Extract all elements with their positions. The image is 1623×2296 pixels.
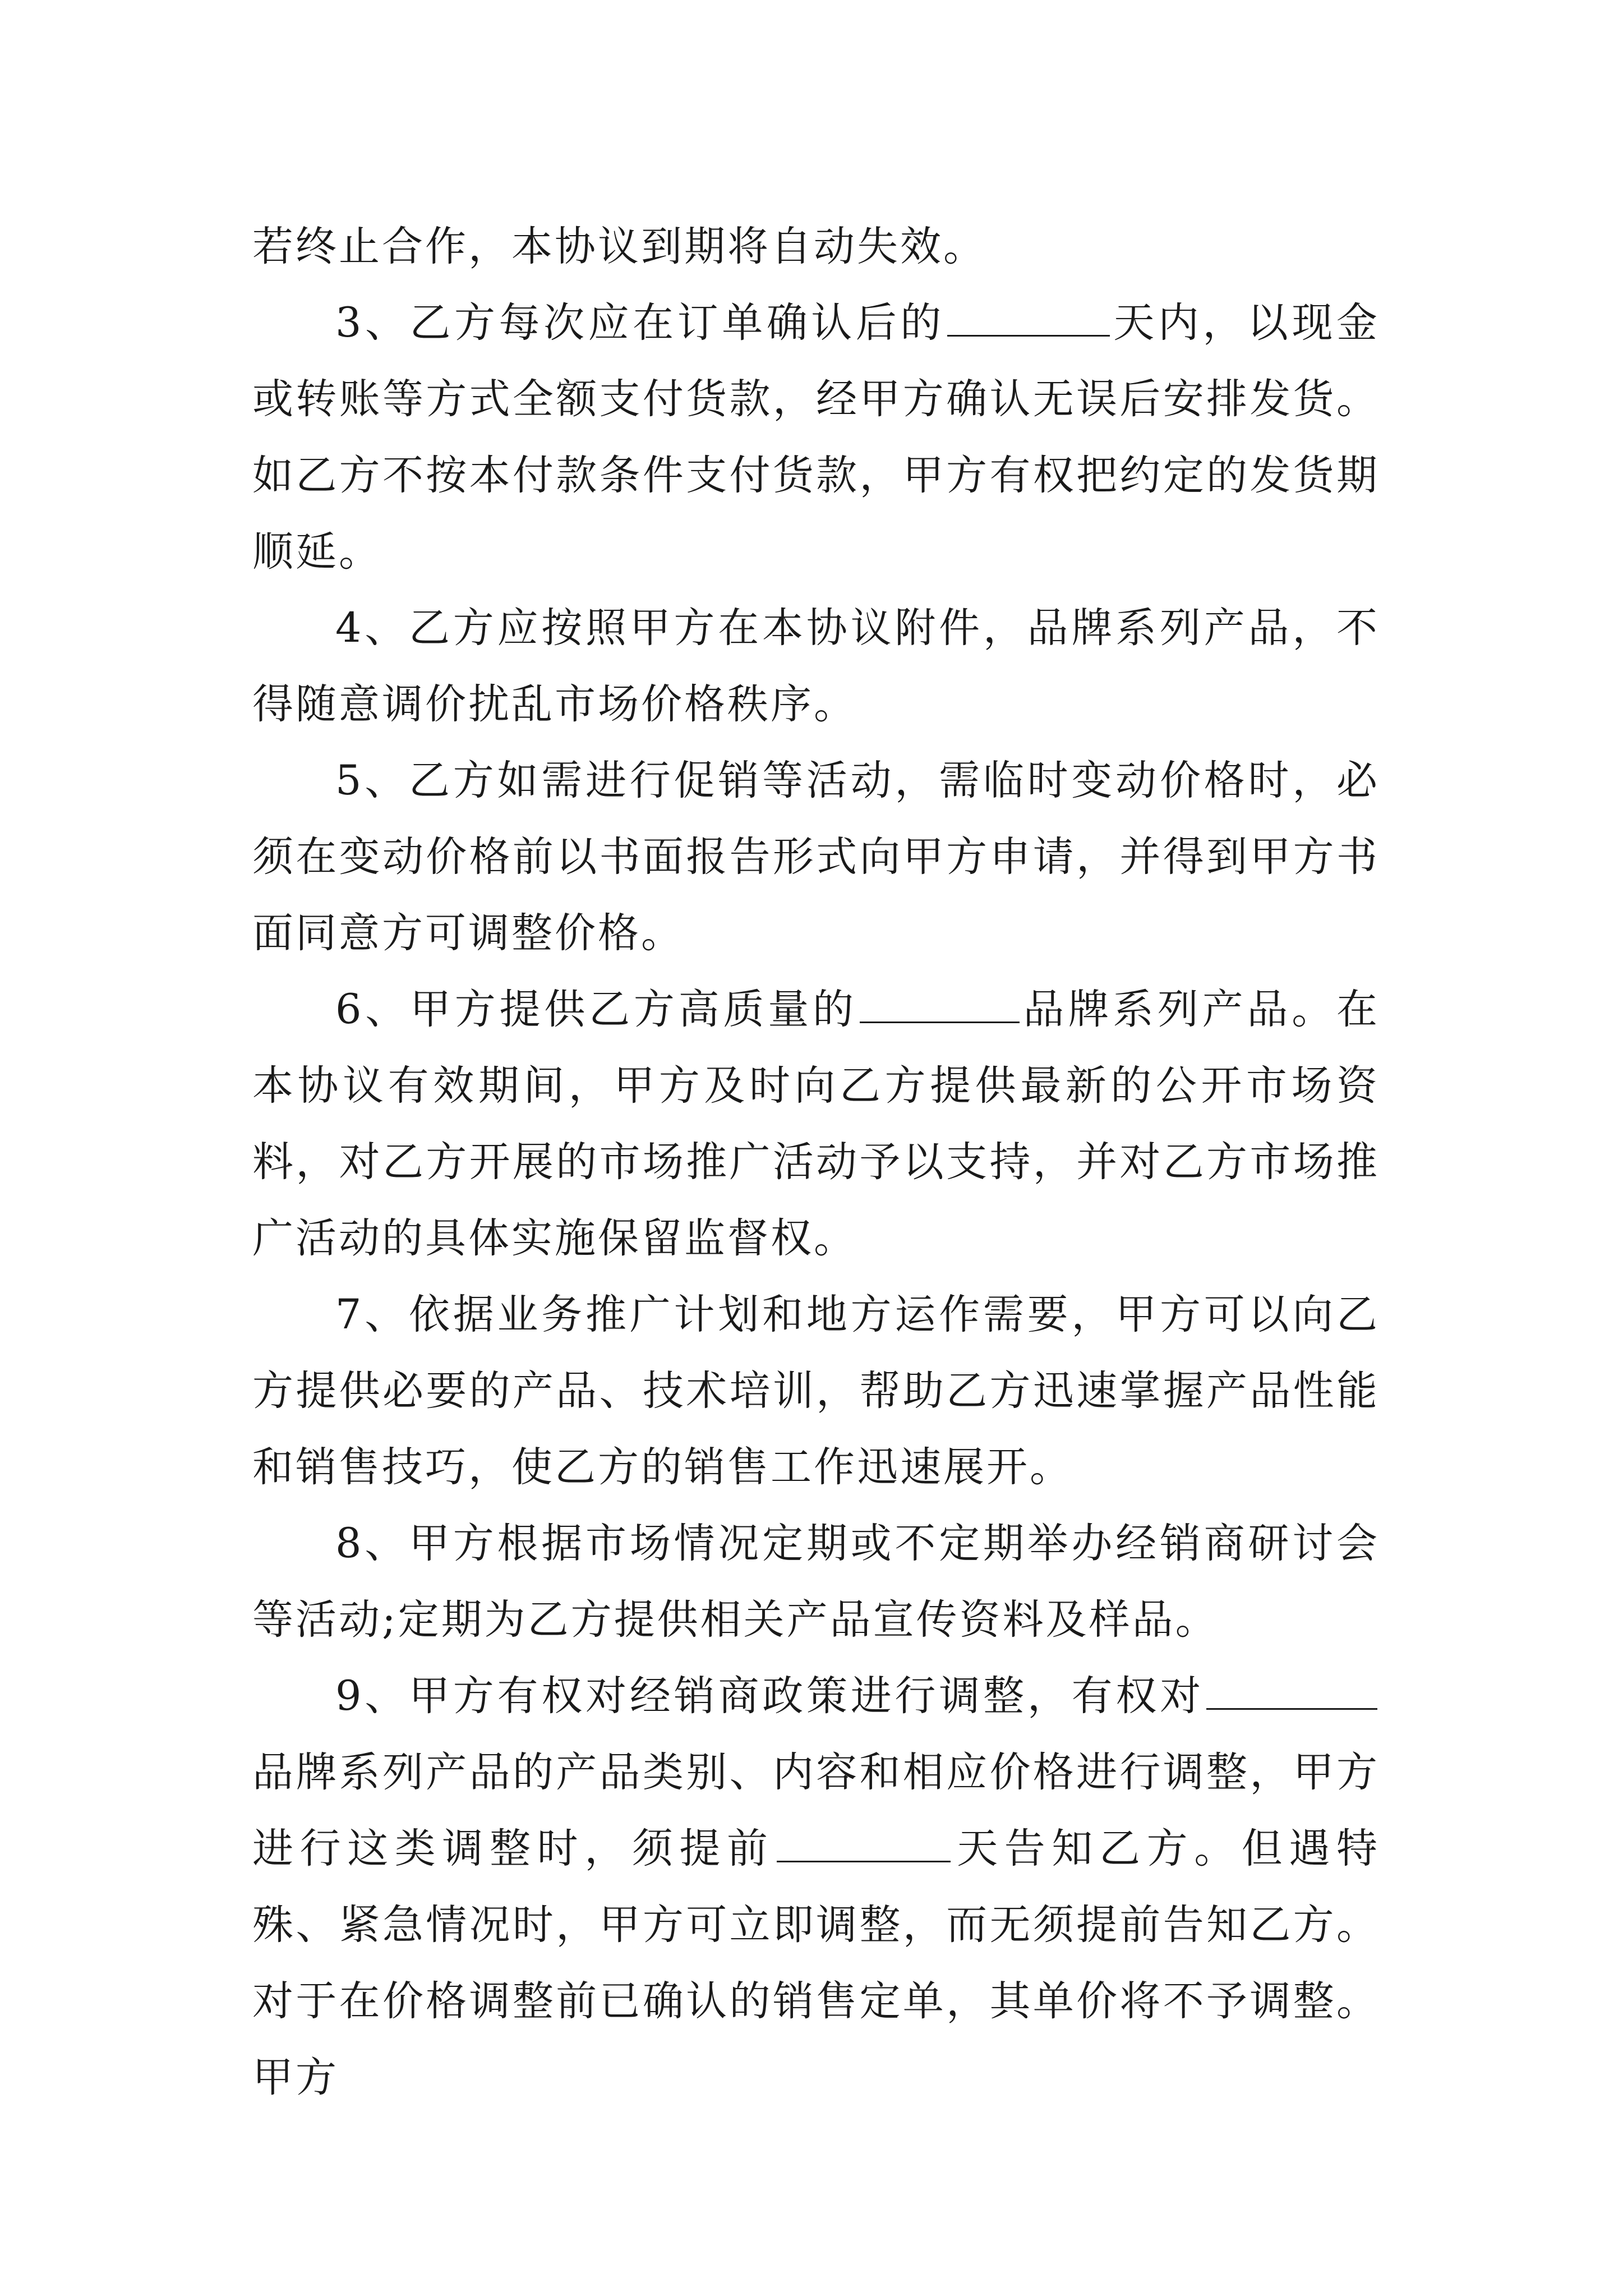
- clause-text: 6、甲方提供乙方高质量的: [335, 986, 857, 1033]
- fill-blank-days[interactable]: [777, 1827, 951, 1862]
- clause-text: 3、乙方每次应在订单确认后的: [335, 299, 945, 347]
- clause-9: [252, 1658, 1380, 2116]
- clause-text: 天告知乙方。但遇特殊、紧急情况时，甲方可立即调整，而无须提前告知乙方。对于在价格调整前已确认的销售定单，其单价将不予调整。甲方: [252, 1825, 1380, 2101]
- clause-text: 品牌系列产品的产品类别、内容和相应价格进行调整，甲方进行这类调整时，须提前: [252, 1749, 1380, 1872]
- fill-blank-brand[interactable]: [1206, 1674, 1377, 1710]
- clause-8: [252, 1506, 1380, 1658]
- clause-text: 9、甲方有权对经销商政策进行调整，有权对: [335, 1672, 1204, 1720]
- fill-blank-brand[interactable]: [860, 988, 1020, 1023]
- clause-text: 7、依据业务推广计划和地方运作需要，甲方可以向乙方提供必要的产品、技术培训，帮助乙方迅速掌握产品性能和销售技巧，使乙方的销售工作迅速展开。: [252, 1291, 1380, 1491]
- fill-blank-days[interactable]: [947, 301, 1110, 337]
- clause-4: [252, 590, 1380, 743]
- document-body: [252, 209, 1380, 2116]
- clause-text: 天内，以现金或转账等方式全额支付货款，经甲方确认无误后安排发货。如乙方不按本付款条件支付货款，甲方有权把约定的发货期顺延。: [252, 299, 1380, 576]
- clause-text: 8、甲方根据市场情况定期或不定期举办经销商研讨会等活动;定期为乙方提供相关产品宣传资料及样品。: [252, 1520, 1380, 1644]
- clause-5: [252, 743, 1380, 972]
- paragraph-text: 若终止合作，本协议到期将自动失效。: [252, 223, 986, 270]
- paragraph-continuation: [252, 209, 1380, 285]
- clause-text: 4、乙方应按照甲方在本协议附件，品牌系列产品，不得随意调价扰乱市场价格秩序。: [252, 604, 1380, 728]
- clause-text: 品牌系列产品。在本协议有效期间，甲方及时向乙方提供最新的公开市场资料，对乙方开展的市场推广活动予以支持，并对乙方市场推广活动的具体实施保留监督权。: [252, 986, 1380, 1262]
- clause-text: 5、乙方如需进行促销等活动，需临时变动价格时，必须在变动价格前以书面报告形式向甲方申请，并得到甲方书面同意方可调整价格。: [252, 757, 1380, 957]
- clause-7: [252, 1277, 1380, 1506]
- clause-6: [252, 972, 1380, 1277]
- clause-3: [252, 285, 1380, 590]
